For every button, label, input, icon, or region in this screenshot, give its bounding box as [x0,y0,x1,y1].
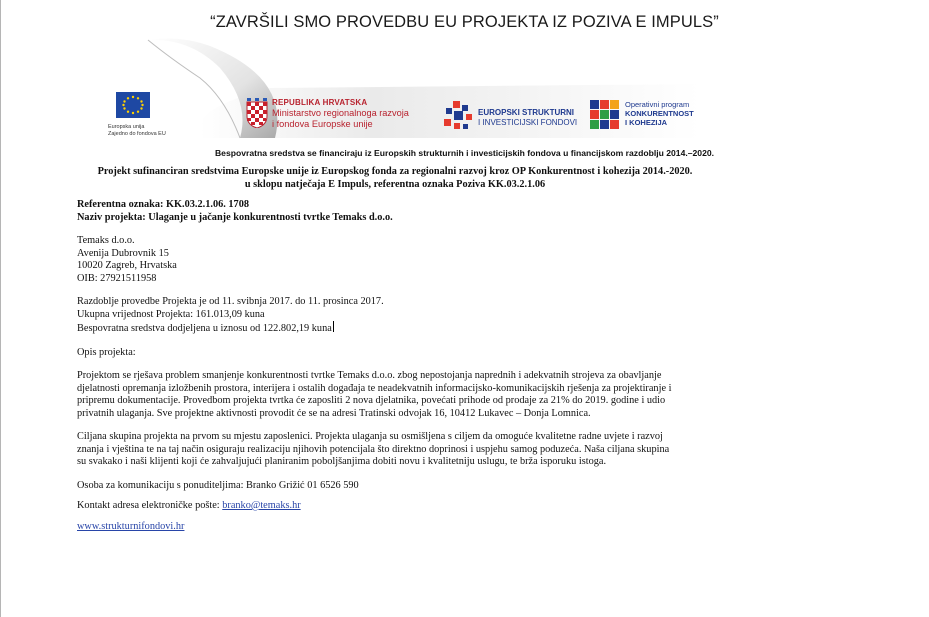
ministry-logo-line1: REPUBLIKA HRVATSKA [272,98,368,107]
ministry-logo-line3: i fondova Europske unije [272,119,373,129]
website-link[interactable]: www.strukturnifondovi.hr [77,520,185,532]
address-line: 10020 Zagreb, Hrvatska [77,260,177,271]
op-logo-line1: Operativni program [625,100,690,109]
op-logo-line2: KONKURENTNOST [625,109,694,118]
address-line: Avenija Dubrovnik 15 [77,247,169,259]
project-period: Razdoblje provedbe Projekta je od 11. svibnja 2017. do 11. prosinca 2017. [77,296,384,307]
esi-logo-line1: EUROPSKI STRUKTURNI [478,108,575,117]
paragraph-line: Ciljana skupina projekta na prvom su mjestu zaposlenici. Projekta ulaganja su osmišljena s ciljem da omoguće kvalitetne radne uvjete i razvoj [77,431,663,442]
email-link[interactable]: branko@temaks.hr [222,500,301,511]
paragraph-line: znanja i vještina te na taj način osiguraju realizaciju njihovih potencijala što direktno doprinosi i uspjehu samog poduzeća. Naša ciljana skupina [77,443,670,455]
op-competitiveness-icon [590,100,620,130]
esi-funds-logo [441,99,581,139]
eu-flag-icon [116,92,150,118]
contact-person: Osoba za komunikaciju s ponuditeljima: Branko Grižić 01 6526 590 [77,479,359,491]
text-cursor [333,321,334,332]
page-left-border [0,0,1,617]
eu-logo-line2: Zajedno do fondova EU [108,131,166,137]
document-body [77,166,717,533]
esi-funds-icon [441,99,477,135]
eu-logo-line1: Europska unija [108,124,145,130]
ministry-logo [246,98,426,138]
reference-number: Referentna oznaka: KK.03.2.1.06. 1708 [77,199,249,210]
project-total-value: Ukupna vrijednost Projekta: 161.013,09 kuna [77,308,265,320]
esi-logo-line2: I INVESTICIJSKI FONDOVI [478,118,578,127]
address-line: Temaks d.o.o. [77,235,135,246]
paragraph-line: djelatnosti opremanja izložbenih prostora, interijera i ostalih događaja te neadekvatnih informacijsko-komunikacijskih rješenja za projektiranje i [77,382,672,394]
financing-statement: Bespovratna sredstva se financiraju iz Europskih strukturnih i investicijskih fondova u financijskom razdoblju 2014.–2020. [214,148,715,158]
description-paragraph-2 [77,431,717,469]
email-label: Kontakt adresa elektroničke pošte: [77,500,223,511]
project-name: Naziv projekta: Ulaganje u jačanje konkurentnosti tvrtke Temaks d.o.o. [77,211,393,223]
page-headline: “ZAVRŠILI SMO PROVEDBU EU PROJEKTA IZ POZIVA E IMPULS” [210,13,719,31]
paragraph-line: pripremu dokumentacije. Provedbom projekta tvrtka će zaposliti 2 nova djelatnika, povećati prihode od prodaje za 21% do 2019. godine i udio [77,395,666,406]
intro-line1: Projekt sufinanciran sredstvima Europske unije iz Europskog fonda za regionalni razvoj kroz OP Konkurentnost i kohezija 2014.-2020. [97,166,693,177]
description-paragraph-1 [77,370,717,420]
paragraph-line: privatnih ulaganja. Sve projektne aktivnosti provodit će se na adresi Tratinski odvojak 16, 10412 Lukavec – Donja Lomnica. [77,407,591,419]
paragraph-line: Projektom se rješava problem smanjenje konkurentnosti tvrtke Temaks d.o.o. zbog nepostojanja naprednih i adekvatnih strojeva za obavljanje [77,370,662,381]
op-logo-line3: I KOHEZIJA [625,118,668,127]
paragraph-line: su svakako i naši klijenti koji će zahvaljujući planiranim poboljšanjima dobiti novu i kvalitetniju uslugu, te brža isporuku istoga. [77,456,607,467]
croatian-coat-of-arms-icon [246,98,268,128]
ministry-logo-line2: Ministarstvo regionalnoga razvoja [272,108,409,118]
project-intro [75,166,715,191]
eu-logo [108,88,174,143]
address-line: OIB: 27921511958 [77,272,157,284]
op-competitiveness-logo [590,98,710,138]
intro-line2: u sklopu natječaja E Impuls, referentna oznaka Poziva KK.03.2.1.06 [244,178,546,190]
contact-email-row [77,500,717,513]
company-address [77,235,717,285]
project-grant [77,321,717,336]
description-heading: Opis projekta: [77,346,136,358]
project-grant-text: Bespovratna sredstva dodjeljena u iznosu od 122.802,19 kuna [77,323,332,334]
